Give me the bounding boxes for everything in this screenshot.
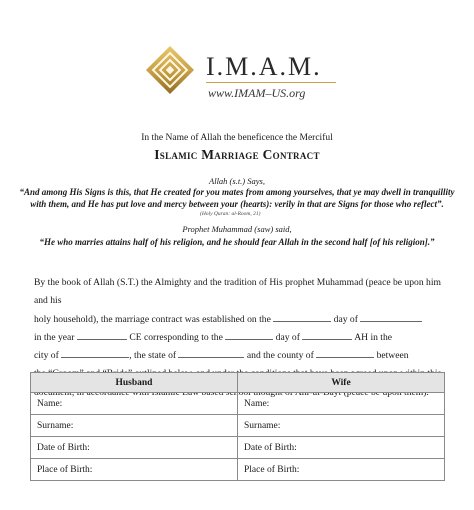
- ah-month-field[interactable]: [302, 330, 352, 340]
- spouse-details-table: [30, 372, 445, 481]
- wife-dob-field[interactable]: Date of Birth:: [238, 437, 445, 459]
- para-line4: city of , the state of and the county of between: [34, 350, 409, 362]
- table-row: [31, 415, 445, 437]
- wife-header: Wife: [238, 373, 445, 393]
- table-row: [31, 393, 445, 415]
- para-line1: By the book of Allah (S.T.) the Almighty and the tradition of His prophet Muhammad (peace be upon him and his: [34, 277, 441, 307]
- table-row: [31, 437, 445, 459]
- table-header-row: [31, 373, 445, 393]
- quote2-attribution: Prophet Muhammad (saw) said,: [182, 224, 292, 234]
- county-field[interactable]: [316, 348, 374, 358]
- brand-name: I.M.A.M.: [206, 52, 322, 81]
- document-title: Islamic Marriage Contract: [154, 147, 320, 162]
- day-field[interactable]: [273, 312, 331, 322]
- quote2-line1: “He who marries attains half of his religion, and he should fear Allah in the second half [of his religion].”: [39, 237, 435, 247]
- imam-logo-icon: [144, 44, 196, 96]
- year-ce-field[interactable]: [77, 330, 127, 340]
- husband-name-field[interactable]: Name:: [31, 393, 238, 415]
- month-field[interactable]: [360, 312, 422, 322]
- table-row: [31, 459, 445, 481]
- para-line2: holy household), the marriage contract was established on the day of: [34, 311, 446, 329]
- para-line3: in the year CE corresponding to the day of AH in the: [34, 331, 393, 343]
- city-field[interactable]: [61, 348, 129, 358]
- brand-divider: [206, 82, 336, 83]
- wife-name-field[interactable]: Name:: [238, 393, 445, 415]
- intro-line: In the Name of Allah the beneficence the Merciful: [141, 133, 333, 143]
- husband-surname-field[interactable]: Surname:: [31, 415, 238, 437]
- quote1-line1: “And among His Signs is this, that He created for you mates from among yourselves, that ye may dwell in tranquillity: [19, 187, 455, 197]
- website-link[interactable]: www.IMAM–US.org: [208, 86, 306, 100]
- quote1-line2: with them, and He has put love and mercy between your (hearts): verily in that are Signs for those who reflect”.: [30, 199, 444, 209]
- quote1-source: (Holy Quran: al-Room, 21): [200, 211, 261, 217]
- wife-surname-field[interactable]: Surname:: [238, 415, 445, 437]
- husband-dob-field[interactable]: Date of Birth:: [31, 437, 238, 459]
- quote1-attribution: Allah (s.t.) Says,: [209, 176, 265, 186]
- ah-day-field[interactable]: [225, 330, 273, 340]
- husband-header: Husband: [31, 373, 238, 393]
- wife-pob-field[interactable]: Place of Birth:: [238, 459, 445, 481]
- husband-pob-field[interactable]: Place of Birth:: [31, 459, 238, 481]
- state-field[interactable]: [178, 348, 244, 358]
